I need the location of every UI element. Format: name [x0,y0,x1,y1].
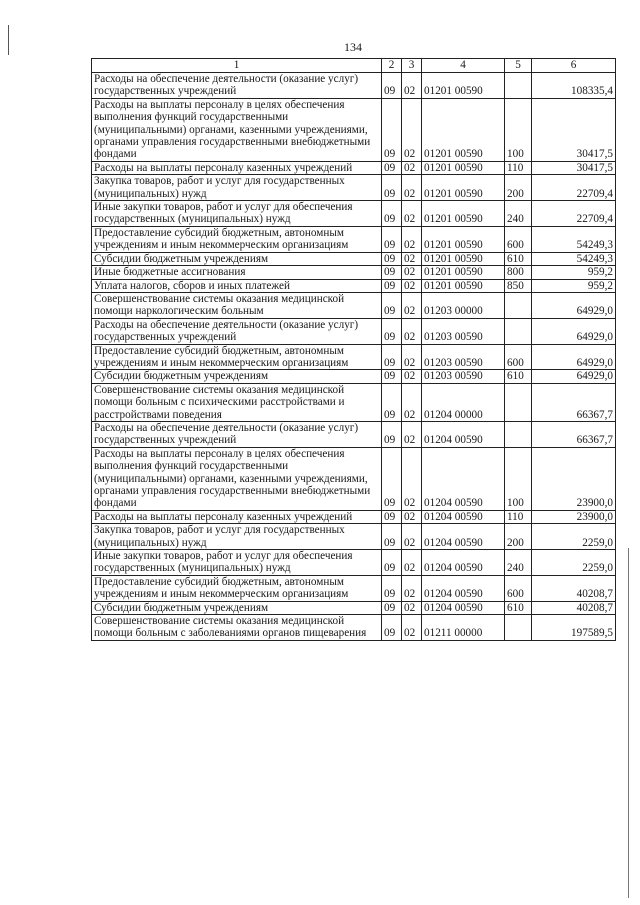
row-target-article-cell: 01201 00590 [422,279,505,292]
row-section-cell: 09 [382,266,402,279]
row-expense-type-cell: 850 [505,279,532,292]
row-subsection-cell: 02 [402,421,422,447]
row-target-article-cell: 01201 00590 [422,226,505,252]
row-amount-cell: 64929,0 [532,318,616,344]
row-name-cell: Субсидии бюджетным учреждениям [92,252,382,265]
row-expense-type-cell: 100 [505,447,532,510]
row-amount-cell: 2259,0 [532,524,616,550]
row-name-cell: Закупка товаров, работ и услуг для государственных (муниципальных) нужд [92,175,382,201]
row-name-cell: Уплата налогов, сборов и иных платежей [92,279,382,292]
row-target-article-cell: 01201 00590 [422,252,505,265]
row-amount-cell: 66367,7 [532,421,616,447]
row-target-article-cell: 01201 00590 [422,266,505,279]
budget-table [91,58,616,641]
row-name-cell: Иные бюджетные ассигнования [92,266,382,279]
table-row [92,266,616,279]
row-target-article-cell: 01211 00000 [422,615,505,641]
table-row [92,252,616,265]
table-row [92,175,616,201]
row-expense-type-cell: 600 [505,344,532,370]
row-target-article-cell: 01201 00590 [422,175,505,201]
row-subsection-cell: 02 [402,98,422,161]
row-name-cell: Закупка товаров, работ и услуг для государственных (муниципальных) нужд [92,524,382,550]
row-amount-cell: 23900,0 [532,510,616,523]
row-section-cell: 09 [382,370,402,383]
row-amount-cell: 30417,5 [532,161,616,174]
table-row [92,447,616,510]
row-subsection-cell: 02 [402,279,422,292]
row-name-cell: Предоставление субсидий бюджетным, автономным учреждениям и иным некоммерческим организациям [92,226,382,252]
row-section-cell: 09 [382,447,402,510]
row-target-article-cell: 01204 00000 [422,383,505,421]
row-amount-cell: 64929,0 [532,292,616,318]
row-subsection-cell: 02 [402,266,422,279]
row-amount-cell: 959,2 [532,266,616,279]
row-target-article-cell: 01204 00590 [422,550,505,576]
row-subsection-cell: 02 [402,383,422,421]
row-section-cell: 09 [382,318,402,344]
table-row [92,292,616,318]
table-row [92,370,616,383]
row-section-cell: 09 [382,575,402,601]
table-row [92,615,616,641]
row-subsection-cell: 02 [402,601,422,614]
row-amount-cell: 2259,0 [532,550,616,576]
column-header-target-article: 4 [422,59,505,73]
row-amount-cell: 22709,4 [532,201,616,227]
row-subsection-cell: 02 [402,550,422,576]
row-name-cell: Расходы на выплаты персоналу казенных учреждений [92,161,382,174]
row-expense-type-cell: 240 [505,201,532,227]
table-body [92,73,616,641]
row-expense-type-cell: 610 [505,601,532,614]
row-target-article-cell: 01203 00590 [422,370,505,383]
row-section-cell: 09 [382,421,402,447]
row-amount-cell: 30417,5 [532,98,616,161]
row-name-cell: Иные закупки товаров, работ и услуг для обеспечения государственных (муниципальных) нужд [92,201,382,227]
column-header-subsection: 3 [402,59,422,73]
row-name-cell: Субсидии бюджетным учреждениям [92,370,382,383]
row-section-cell: 09 [382,601,402,614]
table-row [92,510,616,523]
row-amount-cell: 959,2 [532,279,616,292]
row-target-article-cell: 01201 00590 [422,161,505,174]
row-name-cell: Совершенствование системы оказания медицинской помощи больным с заболеваниями органов пищеварения [92,615,382,641]
column-header-section: 2 [382,59,402,73]
row-subsection-cell: 02 [402,252,422,265]
row-target-article-cell: 01204 00590 [422,421,505,447]
row-target-article-cell: 01203 00590 [422,318,505,344]
row-amount-cell: 66367,7 [532,383,616,421]
row-subsection-cell: 02 [402,524,422,550]
row-expense-type-cell: 200 [505,524,532,550]
row-name-cell: Расходы на выплаты персоналу в целях обеспечения выполнения функций государственными (муниципальными) органами, казенными учреждениями, органами управления государственными внебюджетными фондами [92,98,382,161]
row-subsection-cell: 02 [402,510,422,523]
row-target-article-cell: 01204 00590 [422,575,505,601]
row-name-cell: Расходы на обеспечение деятельности (оказание услуг) государственных учреждений [92,318,382,344]
row-name-cell: Предоставление субсидий бюджетным, автономным учреждениям и иным некоммерческим организациям [92,575,382,601]
row-section-cell: 09 [382,175,402,201]
row-subsection-cell: 02 [402,370,422,383]
row-section-cell: 09 [382,279,402,292]
row-target-article-cell: 01203 00000 [422,292,505,318]
row-subsection-cell: 02 [402,73,422,99]
row-expense-type-cell [505,615,532,641]
row-expense-type-cell: 110 [505,161,532,174]
row-section-cell: 09 [382,383,402,421]
row-target-article-cell: 01204 00590 [422,601,505,614]
row-amount-cell: 197589,5 [532,615,616,641]
row-expense-type-cell [505,318,532,344]
row-expense-type-cell: 610 [505,252,532,265]
row-target-article-cell: 01201 00590 [422,73,505,99]
row-section-cell: 09 [382,510,402,523]
row-amount-cell: 54249,3 [532,252,616,265]
row-name-cell: Иные закупки товаров, работ и услуг для обеспечения государственных (муниципальных) нужд [92,550,382,576]
table-row [92,98,616,161]
row-expense-type-cell: 600 [505,226,532,252]
table-row [92,344,616,370]
row-expense-type-cell [505,292,532,318]
column-header-expense-type: 5 [505,59,532,73]
table-row [92,601,616,614]
table-header-row [92,59,616,73]
row-subsection-cell: 02 [402,318,422,344]
row-name-cell: Субсидии бюджетным учреждениям [92,601,382,614]
row-section-cell: 09 [382,615,402,641]
table-row [92,279,616,292]
row-expense-type-cell: 110 [505,510,532,523]
row-subsection-cell: 02 [402,575,422,601]
row-section-cell: 09 [382,226,402,252]
row-expense-type-cell: 800 [505,266,532,279]
row-subsection-cell: 02 [402,615,422,641]
page-number: 134 [344,40,362,54]
row-expense-type-cell: 100 [505,98,532,161]
row-section-cell: 09 [382,550,402,576]
scan-edge-mark-right [628,548,629,898]
row-name-cell: Расходы на выплаты персоналу казенных учреждений [92,510,382,523]
row-name-cell: Расходы на обеспечение деятельности (оказание услуг) государственных учреждений [92,73,382,99]
table-row [92,383,616,421]
row-amount-cell: 54249,3 [532,226,616,252]
row-section-cell: 09 [382,252,402,265]
row-target-article-cell: 01204 00590 [422,447,505,510]
row-section-cell: 09 [382,524,402,550]
row-name-cell: Совершенствование системы оказания медицинской помощи наркологическим больным [92,292,382,318]
table-row [92,421,616,447]
row-subsection-cell: 02 [402,161,422,174]
table-row [92,201,616,227]
row-section-cell: 09 [382,344,402,370]
column-header-name: 1 [92,59,382,73]
table-row [92,524,616,550]
table-row [92,226,616,252]
row-expense-type-cell: 600 [505,575,532,601]
row-section-cell: 09 [382,98,402,161]
row-expense-type-cell [505,421,532,447]
row-name-cell: Предоставление субсидий бюджетным, автономным учреждениям и иным некоммерческим организациям [92,344,382,370]
row-section-cell: 09 [382,161,402,174]
row-amount-cell: 64929,0 [532,370,616,383]
row-name-cell: Совершенствование системы оказания медицинской помощи больным с психическими расстройствами и расстройствами поведения [92,383,382,421]
row-subsection-cell: 02 [402,447,422,510]
row-section-cell: 09 [382,73,402,99]
row-target-article-cell: 01201 00590 [422,98,505,161]
row-subsection-cell: 02 [402,344,422,370]
row-name-cell: Расходы на обеспечение деятельности (оказание услуг) государственных учреждений [92,421,382,447]
row-section-cell: 09 [382,292,402,318]
row-target-article-cell: 01204 00590 [422,524,505,550]
table-row [92,73,616,99]
row-subsection-cell: 02 [402,175,422,201]
table-row [92,550,616,576]
row-expense-type-cell [505,383,532,421]
row-expense-type-cell: 200 [505,175,532,201]
row-expense-type-cell: 240 [505,550,532,576]
row-amount-cell: 64929,0 [532,344,616,370]
row-amount-cell: 40208,7 [532,575,616,601]
row-subsection-cell: 02 [402,292,422,318]
row-target-article-cell: 01201 00590 [422,201,505,227]
scan-edge-mark-left [8,25,9,55]
row-name-cell: Расходы на выплаты персоналу в целях обеспечения выполнения функций государственными (муниципальными) органами, казенными учреждениями, органами управления государственными внебюджетными фондами [92,447,382,510]
row-amount-cell: 23900,0 [532,447,616,510]
row-section-cell: 09 [382,201,402,227]
row-amount-cell: 108335,4 [532,73,616,99]
table-row [92,318,616,344]
row-subsection-cell: 02 [402,201,422,227]
row-expense-type-cell [505,73,532,99]
table-row [92,161,616,174]
table-row [92,575,616,601]
row-expense-type-cell: 610 [505,370,532,383]
row-subsection-cell: 02 [402,226,422,252]
row-target-article-cell: 01203 00590 [422,344,505,370]
row-amount-cell: 40208,7 [532,601,616,614]
row-amount-cell: 22709,4 [532,175,616,201]
column-header-amount: 6 [532,59,616,73]
row-target-article-cell: 01204 00590 [422,510,505,523]
